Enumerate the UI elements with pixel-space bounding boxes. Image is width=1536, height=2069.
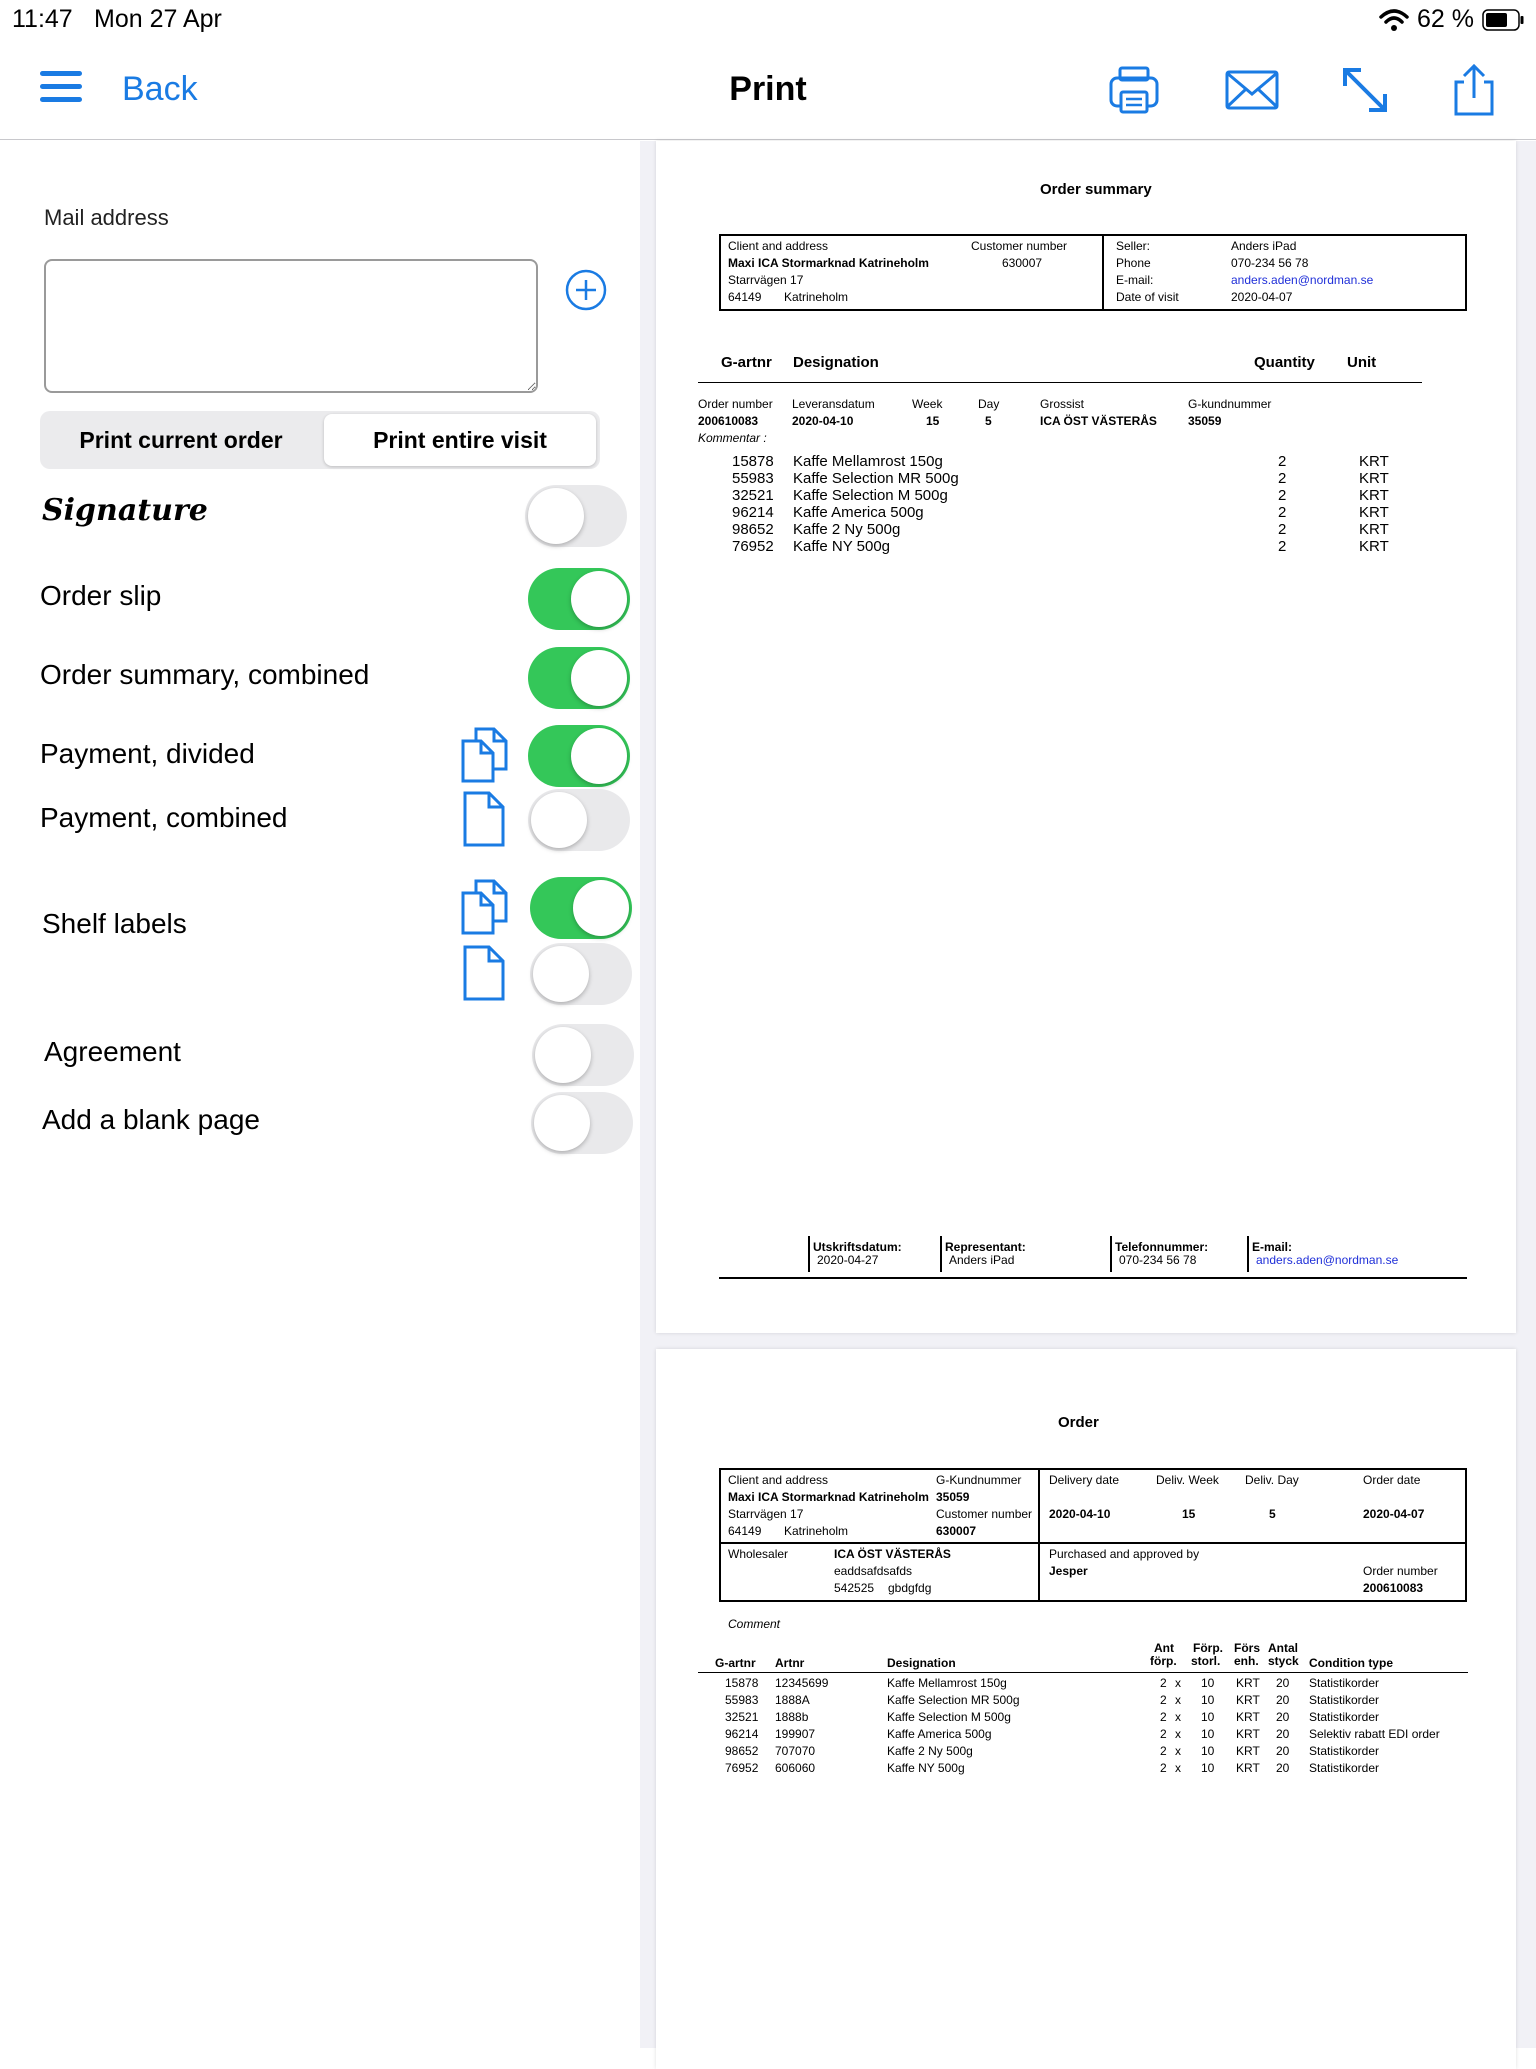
grossist-label: Grossist [1040, 397, 1085, 411]
col-ant-1: Ant [1154, 1641, 1174, 1655]
order-client-header: Client and address [728, 1473, 829, 1487]
order-client-zip: 64149 [728, 1524, 762, 1538]
levdatum-value: 2020-04-10 [792, 414, 854, 428]
wholesaler-line2: eaddsafdsafds [834, 1564, 913, 1578]
add-recipient-icon[interactable] [565, 269, 607, 311]
comment-label: Comment [728, 1617, 781, 1631]
order-number: 200610083 [1363, 1581, 1424, 1595]
wholesaler-zip: 542525 [834, 1581, 875, 1595]
footer-print-date-label: Utskriftsdatum: [813, 1240, 902, 1254]
order-client-street: Starrvägen 17 [728, 1507, 804, 1521]
col-antal-2: styck [1268, 1654, 1299, 1668]
mail-address-label: Mail address [44, 205, 169, 230]
col-quantity: Quantity [1254, 354, 1315, 371]
battery-icon [1482, 9, 1524, 31]
agreement-toggle[interactable] [532, 1024, 634, 1086]
nav-bar [0, 40, 1536, 140]
seller-value: Anders iPad [1231, 239, 1297, 253]
multi-document-icon[interactable] [460, 727, 508, 783]
ordernum-value: 200610083 [698, 414, 759, 428]
signature-label: Signature [42, 493, 208, 528]
delivery-date: 2020-04-10 [1049, 1507, 1111, 1521]
footer-email[interactable]: anders.aden@nordman.se [1256, 1253, 1399, 1267]
order-client-name: Maxi ICA Stormarknad Katrineholm [728, 1490, 929, 1504]
customer-number-header: Customer number [971, 239, 1068, 253]
approved-by: Jesper [1049, 1564, 1088, 1578]
menu-icon[interactable] [40, 68, 82, 106]
order-slip-label: Order slip [40, 580, 162, 611]
col-forp-1: Förp. [1193, 1641, 1223, 1655]
order-date: 2020-04-07 [1363, 1507, 1425, 1521]
printer-icon[interactable] [1106, 62, 1162, 118]
deliv-day-header: Deliv. Day [1245, 1473, 1299, 1487]
page-title: Print [729, 70, 807, 108]
order-summary-page: Order summary Client and address Maxi ICA Stormarknad Katrineholm Starrvägen 17 64149 Katrineholm Customer number 630007 Seller: Anders iPad Phone 070-234 56 78 E-mail: anders.aden@nordman.se Date of visit 2020-04-07 G-artnr Designation Quantity Unit Order number 200610083 Leveransdatum 2020-04-10 Week 15 Day 5 Grossist ICA ÖST VÄSTERÅS G-kundnummer 35059 Kommentar : 15878 Kaffe Mellamrost 150g 2 KRT 55983 Kaffe Selection MR 500g 2 KRT 32521 Kaffe Selection M 500g 2 KRT 96214 Kaffe America 500g 2 KRT 98652 Kaffe 2 Ny 500g 2 KRT 76952 Kaffe NY 500g 2 KRT Utskriftsdatum: 2020-04-27 Representant: Anders iPad Telefonnummer: 070-234 56 78 E-mail: anders.aden@nordman.se [656, 141, 1516, 1333]
multi-document-icon[interactable] [460, 879, 508, 935]
approved-label: Purchased and approved by [1049, 1547, 1200, 1561]
payment-divided-label: Payment, divided [40, 738, 255, 769]
col-gartnr: G-artnr [721, 354, 772, 371]
order-summary-toggle[interactable] [528, 647, 630, 709]
print-preview-panel[interactable] [640, 141, 1536, 2048]
footer-rep: Anders iPad [949, 1253, 1015, 1267]
footer-rep-label: Representant: [945, 1240, 1026, 1254]
order-title: Order [1058, 1414, 1099, 1431]
col-designation: Designation [793, 354, 879, 371]
email-label: E-mail: [1116, 273, 1154, 287]
footer-phone: 070-234 56 78 [1119, 1253, 1197, 1267]
battery-percent: 62 % [1417, 5, 1474, 33]
levdatum-label: Leveransdatum [792, 397, 875, 411]
gkund-value: 35059 [1188, 414, 1222, 428]
mail-address-input[interactable] [44, 259, 538, 393]
shelf-labels-single-toggle[interactable] [530, 943, 632, 1005]
col-unit: Unit [1347, 354, 1377, 371]
print-scope-segmented-control [40, 411, 600, 469]
summary-title: Order summary [1040, 181, 1152, 198]
order-gkund: 35059 [936, 1490, 970, 1504]
print-current-order-segment[interactable]: Print current order [79, 426, 283, 453]
day-label: Day [978, 397, 1000, 411]
single-document-icon[interactable] [460, 791, 508, 847]
day-value: 5 [985, 414, 992, 428]
client-zip: 64149 [728, 290, 762, 304]
status-time: 11:47 [12, 5, 73, 33]
footer-email-label: E-mail: [1252, 1240, 1293, 1254]
blank-page-toggle[interactable] [531, 1092, 633, 1154]
signature-toggle[interactable] [525, 485, 627, 547]
col-ant-2: förp. [1150, 1654, 1177, 1668]
col-gartnr: G-artnr [715, 1656, 756, 1670]
status-date: Mon 27 Apr [94, 5, 222, 33]
shelf-labels-multi-toggle[interactable] [530, 877, 632, 939]
deliv-week-header: Deliv. Week [1156, 1473, 1219, 1487]
client-address-header: Client and address [728, 239, 829, 253]
gkund-label: G-kundnummer [1188, 397, 1272, 411]
client-name: Maxi ICA Stormarknad Katrineholm [728, 256, 929, 270]
week-label: Week [912, 397, 943, 411]
col-antal-1: Antal [1268, 1641, 1298, 1655]
phone-value: 070-234 56 78 [1231, 256, 1309, 270]
customer-number: 630007 [1002, 256, 1043, 270]
seller-label: Seller: [1116, 239, 1151, 253]
visit-date-value: 2020-04-07 [1231, 290, 1293, 304]
share-icon[interactable] [1446, 62, 1502, 118]
delivery-date-header: Delivery date [1049, 1473, 1120, 1487]
order-number-label: Order number [1363, 1564, 1438, 1578]
wifi-icon [1379, 8, 1409, 32]
single-document-icon[interactable] [460, 945, 508, 1001]
order-page: Order Client and address Maxi ICA Stormarknad Katrineholm Starrvägen 17 64149 Katrineholm G-Kundnummer 35059 Customer number 630007 Delivery date 2020-04-10 Deliv. Week 15 Deliv. Day 5 Order date 2020-04-07 Wholesaler ICA ÖST VÄSTERÅS eaddsafdsafds 542525 gbdgfdg Purchased and approved by Jesper Order number 200610083 Comment G-artnr Artnr Designation Ant förp. Förp. storl. Förs enh. Antal styck Condition type 15878 12345699 Kaffe Mellamrost 150g 2 x 10 KRT 20 Statistikorder 55983 1888A Kaffe Selection MR 500g 2 x 10 KRT 20 Statistikorder 32521 1888b Kaffe Selection M 500g 2 x 10 KRT 20 Statistikorder 96214 199907 Kaffe America 500g 2 x 10 KRT 20 Selektiv rabatt EDI order 98652 707070 Kaffe 2 Ny 500g 2 x 10 KRT 20 Statistikorder 76952 606060 Kaffe NY 500g 2 x 10 KRT 20 Statistikorder [656, 1349, 1516, 2069]
status-bar [0, 0, 1536, 40]
payment-combined-label: Payment, combined [40, 802, 288, 833]
order-slip-toggle[interactable] [528, 568, 630, 630]
agreement-label: Agreement [44, 1036, 181, 1067]
col-designation: Designation [887, 1656, 956, 1670]
col-forp-2: storl. [1191, 1654, 1221, 1668]
back-button[interactable]: Back [122, 70, 198, 108]
order-date-header: Order date [1363, 1473, 1421, 1487]
expand-icon[interactable] [1337, 62, 1393, 118]
client-city: Katrineholm [784, 290, 849, 304]
client-street: Starrvägen 17 [728, 273, 804, 287]
col-fors-1: Förs [1234, 1641, 1261, 1655]
wholesaler-city: gbdgfdg [888, 1581, 932, 1595]
order-gkund-header: G-Kundnummer [936, 1473, 1022, 1487]
mail-icon[interactable] [1224, 62, 1280, 118]
print-options-panel [0, 141, 640, 2048]
blank-page-label: Add a blank page [42, 1104, 260, 1135]
order-summary-label: Order summary, combined [40, 659, 370, 690]
order-custnum: 630007 [936, 1524, 977, 1538]
deliv-day: 5 [1269, 1507, 1276, 1521]
payment-divided-toggle[interactable] [528, 725, 630, 787]
footer-print-date: 2020-04-27 [817, 1253, 879, 1267]
visit-date-label: Date of visit [1116, 290, 1179, 304]
order-custnum-header: Customer number [936, 1507, 1033, 1521]
print-entire-visit-segment[interactable]: Print entire visit [324, 414, 596, 466]
wholesaler-name: ICA ÖST VÄSTERÅS [834, 1547, 951, 1561]
order-client-city: Katrineholm [784, 1524, 849, 1538]
wholesaler-label: Wholesaler [728, 1547, 789, 1561]
grossist-value: ICA ÖST VÄSTERÅS [1040, 414, 1157, 428]
deliv-week: 15 [1182, 1507, 1196, 1521]
footer-phone-label: Telefonnummer: [1115, 1240, 1209, 1254]
ordernum-label: Order number [698, 397, 773, 411]
payment-combined-toggle[interactable] [528, 789, 630, 851]
shelf-labels-label: Shelf labels [42, 908, 187, 939]
phone-label: Phone [1116, 256, 1151, 270]
kommentar-label: Kommentar : [698, 431, 767, 445]
email-link[interactable]: anders.aden@nordman.se [1231, 273, 1374, 287]
status-right [1379, 5, 1524, 34]
col-fors-2: enh. [1234, 1654, 1259, 1668]
col-condition: Condition type [1309, 1656, 1393, 1670]
week-value: 15 [926, 414, 940, 428]
col-artnr: Artnr [775, 1656, 805, 1670]
